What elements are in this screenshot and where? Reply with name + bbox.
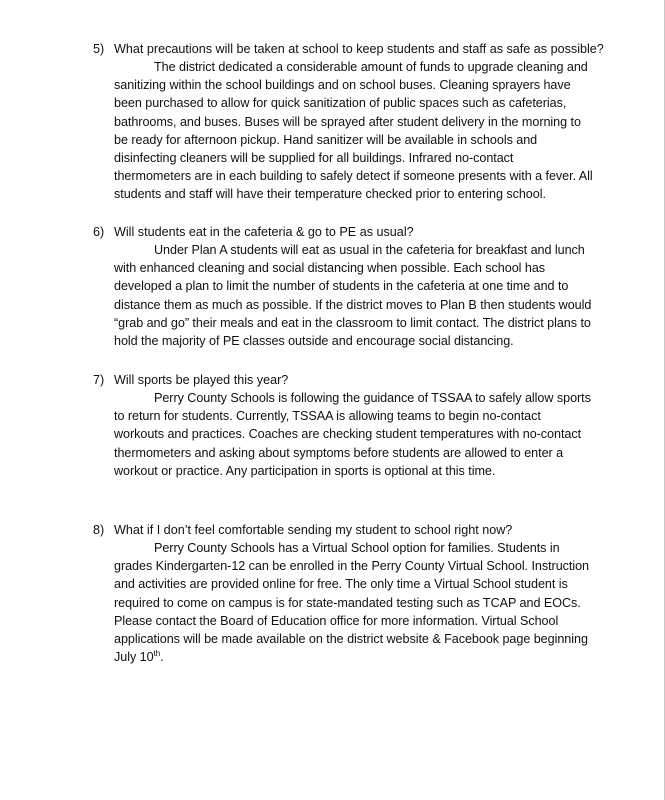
faq-answer: The district dedicated a considerable amount of funds to upgrade cleaning and sanitizing within the school buildings and on school buses. Cleaning sprayers have been purchased to allow for quick sanitization of public spaces such as cafeterias, bathrooms, and buses. Buses will be sprayed after student delivery in the morning to be ready for afternoon pickup. Hand sanitizer will be available in schools and disinfecting cleaners will be supplied for all buildings. Infrared no-contact thermometers are in each building to safely detect if someone presents with a fever. All students and staff will have their temperature checked prior to entering school. [114, 60, 593, 202]
question-text: What precautions will be taken at school to keep students and staff as safe as possible? [114, 42, 604, 56]
question-text: What if I don’t feel comfortable sending my student to school right now? [114, 523, 513, 537]
answer-text: Perry County Schools has a Virtual School option for families. Students in grades Kindergarten-12 can be enrolled in the Perry County Virtual School. Instruction and activities are provided online for free. The only time a Virtual School student is required to come on campus is for state-mandated testing such as TCAP and EOCs. Please contact the Board of Education office for more information. Virtual School applications will be made available on the district website & Facebook page beginning July 10 [114, 541, 590, 665]
question-number: 8) [93, 523, 105, 537]
question-number: 6) [93, 225, 105, 239]
faq-item-6 [93, 223, 593, 350]
faq-item-5 [93, 40, 604, 204]
faq-answer [114, 539, 593, 666]
faq-answer: Perry County Schools is following the guidance of TSSAA to safely allow sports to return for students. Currently, TSSAA is allowing teams to begin no-contact workouts and practices. Coaches are checking student temperatures with no-contact thermometers and asking about symptoms before students are allowed to enter a workout or practice. Any participation in sports is optional at this time. [114, 391, 591, 478]
question-number: 5) [93, 42, 105, 56]
ordinal-suffix: th [153, 649, 161, 659]
question-number: 7) [93, 373, 105, 387]
faq-question [93, 40, 604, 58]
faq-question [93, 223, 593, 241]
faq-question [93, 371, 593, 389]
answer-end: . [160, 650, 164, 665]
faq-answer: Under Plan A students will eat as usual in the cafeteria for breakfast and lunch with enhanced cleaning and social distancing when possible. Each school has developed a plan to limit the number of students in the cafeteria at one time and to distance them as much as possible. If the district moves to Plan B then students would “grab and go” their meals and eat in the classroom to limit contact. The district plans to hold the majority of PE classes outside and encourage social distancing. [114, 243, 592, 349]
question-text: Will sports be played this year? [114, 373, 289, 387]
faq-question [93, 521, 593, 539]
question-text: Will students eat in the cafeteria & go to PE as usual? [114, 225, 414, 239]
faq-item-8 [93, 521, 593, 666]
faq-item-7 [93, 371, 593, 480]
